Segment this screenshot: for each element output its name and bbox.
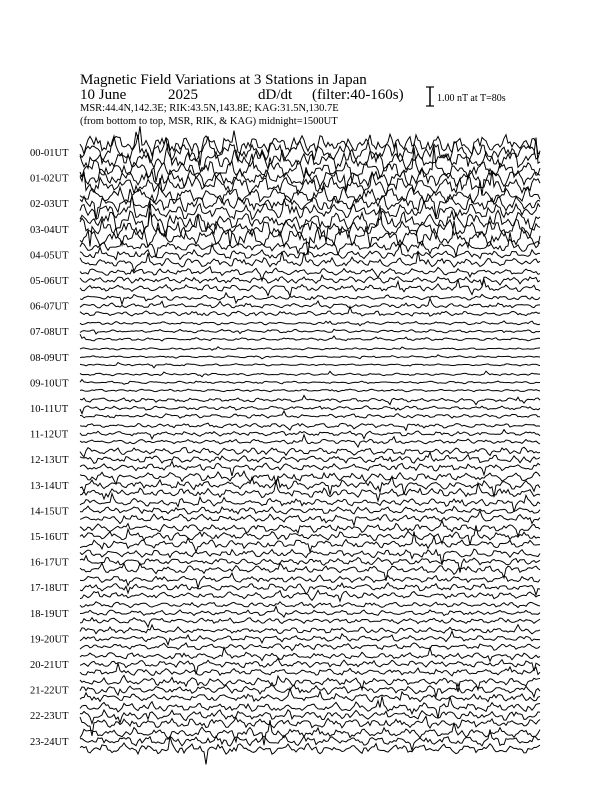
trace-rik <box>80 506 540 514</box>
trace-rik <box>80 583 540 595</box>
trace-msr <box>80 648 540 662</box>
row-label: 15-16UT <box>30 532 69 543</box>
row-label: 10-11UT <box>30 404 69 415</box>
trace-msr <box>80 447 540 457</box>
trace-rik <box>80 430 540 439</box>
row-label: 21-22UT <box>30 685 69 697</box>
filter-label: (filter:40-160s) <box>312 87 404 103</box>
trace-rik <box>80 329 540 334</box>
trace-msr <box>80 396 540 405</box>
row-label: 08-09UT <box>30 352 69 364</box>
trace-msr <box>80 521 540 537</box>
row-label: 19-20UT <box>30 634 69 646</box>
row-label: 13-14UT <box>30 480 69 492</box>
trace-msr <box>80 573 540 588</box>
trace-kag <box>80 737 540 765</box>
trace-rik <box>80 406 540 414</box>
row-label: 23-24UT <box>30 736 69 748</box>
row-label: 22-23UT <box>30 711 69 723</box>
trace-kag <box>80 481 540 501</box>
trace-msr <box>80 471 540 484</box>
trace-msr <box>80 602 540 608</box>
year-label: 2025 <box>168 87 198 103</box>
trace-msr <box>80 321 540 326</box>
trace-kag <box>80 590 540 601</box>
stations-note: MSR:44.4N,142.3E; RIK:43.5N,143.8E; KAG:31.5N,130.7E <box>80 103 339 114</box>
trace-kag <box>80 435 540 447</box>
row-label: 16-17UT <box>30 557 69 569</box>
row-label: 18-19UT <box>30 608 69 620</box>
rows-group <box>30 126 540 764</box>
trace-kag <box>80 307 540 317</box>
trace-rik <box>80 631 540 645</box>
trace-msr <box>80 423 540 430</box>
row-label: 01-02UT <box>30 173 69 185</box>
row-label: 17-18UT <box>30 583 69 595</box>
trace-msr <box>80 625 540 634</box>
row-label: 04-05UT <box>30 250 69 262</box>
trace-kag <box>80 171 540 196</box>
row-label: 05-06UT <box>30 276 69 287</box>
trace-kag <box>80 389 540 392</box>
trace-kag <box>80 334 540 341</box>
row-label: 09-10UT <box>30 378 69 390</box>
row-label: 12-13UT <box>30 455 69 467</box>
trace-msr <box>80 347 540 350</box>
row-label: 07-08UT <box>30 327 69 339</box>
trace-msr <box>80 675 540 692</box>
trace-msr <box>80 293 540 304</box>
trace-kag <box>80 511 540 526</box>
trace-rik <box>80 683 540 697</box>
row-label: 14-15UT <box>30 506 69 518</box>
trace-rik <box>80 452 540 463</box>
trace-rik <box>80 355 540 359</box>
trace-kag <box>80 643 540 651</box>
date-label: 10 June <box>80 87 127 103</box>
trace-rik <box>80 380 540 385</box>
trace-msr <box>80 371 540 377</box>
scale-bar-label: 1.00 nT at T=80s <box>437 93 506 104</box>
row-label: 00-01UT <box>30 148 69 159</box>
trace-rik <box>80 658 540 674</box>
quantity-label: dD/dt <box>258 87 293 103</box>
trace-order-note: (from bottom to top, MSR, RIK, & KAG) midnight=1500UT <box>80 116 338 127</box>
trace-kag <box>80 363 540 368</box>
trace-kag <box>80 138 540 172</box>
trace-kag <box>80 618 540 627</box>
row-label: 06-07UT <box>30 301 69 313</box>
trace-kag <box>80 411 540 418</box>
trace-kag <box>80 221 540 255</box>
row-label: 02-03UT <box>30 199 69 211</box>
trace-rik <box>80 606 540 617</box>
trace-rik <box>80 275 540 285</box>
chart-title: Magnetic Field Variations at 3 Stations in Japan <box>80 72 367 88</box>
row-label: 11-12UT <box>30 429 69 441</box>
row-label: 20-21UT <box>30 660 69 671</box>
row-label: 03-04UT <box>30 224 69 236</box>
trace-msr <box>80 267 540 281</box>
